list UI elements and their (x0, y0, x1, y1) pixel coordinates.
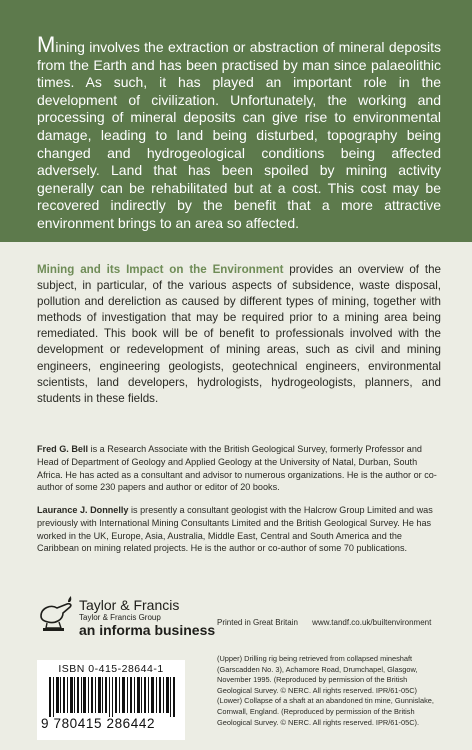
top-blurb-panel (0, 0, 472, 242)
publisher-group: Taylor & Francis Group (79, 613, 161, 622)
print-info (217, 618, 443, 627)
printed-in: Printed in Great Britain (217, 618, 298, 627)
photo-credits (217, 654, 442, 728)
description-text: provides an overview of the subject, in particular, of the various aspects of subsidence, waste disposal, pollution and dereliction as caused by different types of mining, together with methods of investigation that may be required prior to a mining area being remediated. This book will be of benefit to professionals involved with the development or redevelopment of mining areas, such as civil and mining engineers, engineering geologists, geotechnical engineers, environmental scientists, land developers, hydrologists, hydrogeologists, planners, and students in these fields. (37, 263, 441, 405)
book-title: Mining and its Impact on the Environment (37, 263, 284, 276)
credit-lower: (Lower) Collapse of a shaft at an abandoned tin mine, Gunnislake, Cornwall, England. (Reproduced by permission of the British Geological Survey. © NERC. All rights reserved. IPR/61-05C). (217, 696, 434, 727)
publisher-tagline: an informa business (79, 622, 216, 638)
book-description (37, 262, 441, 407)
oil-lamp-icon (37, 594, 75, 638)
author-bio-text: is presently a consultant geologist with the Halcrow Group Limited and was previously with International Mining Consultants Limited and the British Geological Survey. He has worked in the UK, Europe, Asia, Australia, Middle East, Central and South America and the Caribbean on mining related projects. He is the author or co-author of some 70 publications. (37, 505, 433, 554)
barcode-digits: 9 780415 286442 (41, 716, 156, 731)
barcode-bars (49, 677, 175, 717)
author-name: Laurance J. Donnelly (37, 505, 129, 515)
credit-upper: (Upper) Drilling rig being retrieved from collapsed mineshaft (Garscadden No. 3), Achamore Road, Drumchapel, Glasgow, November 1995. (Reproduced by permission of the British Geological Survey. © NERC. All rights reserved. IPR/61-05C) (217, 654, 418, 695)
barcode-box (37, 660, 185, 740)
author-name: Fred G. Bell (37, 444, 89, 454)
blurb-paragraph (37, 32, 441, 233)
isbn-label: ISBN 0-415-28644-1 (58, 663, 164, 675)
author-bio-text: is a Research Associate with the British Geological Survey, formerly Professor and Head of Department of Geology and Applied Geology at the University of Natal, Durban, South Africa. He has acted as a consultant and advisor to numerous organizations. He is the author or co-author of some 230 papers and author or editor of 20 books. (37, 444, 437, 493)
blurb-text: ining involves the extraction or abstraction of mineral deposits from the Earth and has been practised by man since palaeolithic times. As such, it has played an important role in the development of civilization. Unfortunately, the working and processing of mineral deposits can give rise to environmental damage, leading to land being disturbed, topography being changed and hydrogeological conditions being affected adversely. Land that has been spoiled by mining activity generally can be rehabilitated but at a cost. This cost may be recovered indirectly by the benefit that a more attractive environment brings to an area so affected. (37, 39, 441, 231)
dropcap-letter: M (37, 32, 56, 57)
author-bio-bell (37, 443, 441, 494)
publisher-logo (37, 594, 216, 642)
publisher-name: Taylor & Francis (79, 597, 180, 613)
website-url: www.tandf.co.uk/builtenvironment (312, 618, 432, 627)
author-bio-donnelly (37, 504, 441, 555)
